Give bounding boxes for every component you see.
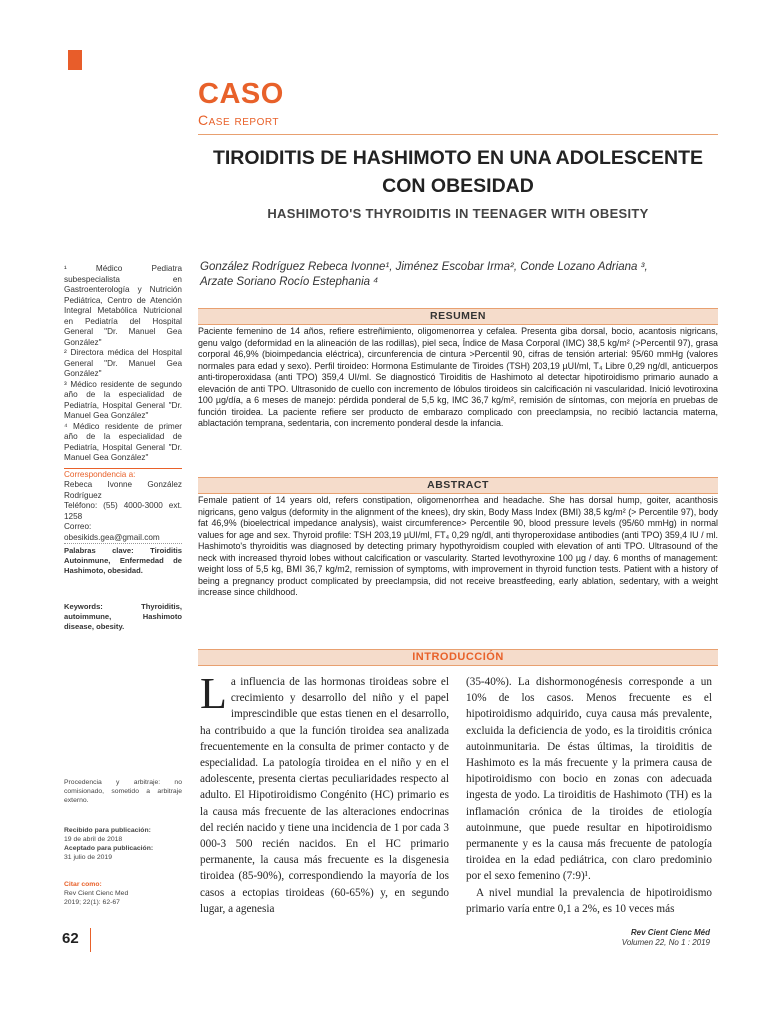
abstract-heading: ABSTRACT [198,477,718,494]
correspondence-name: Rebeca Ivonne González Rodríguez [64,480,182,500]
body-column-1 [200,669,449,917]
article-subtitle: HASHIMOTO'S THYROIDITIS IN TEENAGER WITH OBESITY [267,206,649,221]
intro-paragraph-1-text: a influencia de las hormonas tiroideas sobre el crecimiento y desarrollo del niño y el papel imprescindible que estas tienen en el desarrollo, ha contribuido a que la función tiroidea sea analizada frecuentemente en la consulta de primer contacto y de especialidad. La patología tiroidea en el niño y en el adolescente, presenta ciertas peculiaridades respecto al adulto. El Hipotiroidismo Congénito (HC) primario es la causa más frecuente de las alteraciones endocrinas del recién nacido y tiene una incidencia de 1 por cada 3 000-3 500 recién nacidos. En el HC primario permanente, la causa más frecuente es la disgenesia tiroidea (85-90%), correspondiendo la mayoría de los casos a ectopias tiroideas (60-65%) y, en segundo lugar, a agenesia [200,676,449,915]
intro-paragraph-1 [200,669,449,917]
received-date: 19 de abril de 2018 [64,836,123,843]
affiliation-4: ⁴ Médico residente de primer año de la especialidad de Pediatría, Hospital General "Dr. Manuel Gea González" [64,421,182,462]
resumen-heading: RESUMEN [198,308,718,325]
journal-volume: Volumen 22, No 1 : 2019 [621,938,710,947]
accepted-label: Aceptado para publicación: [64,845,154,852]
intro-paragraph-2: A nivel mundial la prevalencia de hipotiroidismo primario varía entre 0,1 a 2%, es 10 veces más [466,886,712,915]
keywords-en-text: Thyroiditis, autoimmune, Hashimoto disease, obesity. [64,602,182,631]
page-number: 62 [62,930,79,947]
affiliation-1: ¹ Médico Pediatra subespecialista en Gastroenterología y Nutrición Pediátrica, Centro de Atención Integral Metabólica Nutricional en Pediatría del Hospital General "Dr. Manuel Gea González" [64,264,182,347]
corner-accent-square [68,50,82,70]
title-divider [198,134,718,135]
drop-cap: L [200,669,227,718]
cite-as [64,880,182,907]
procedencia-note: Procedencia y arbitraje: no comisionado, sometido a arbitraje externo. [64,779,182,804]
correspondence-phone: Teléfono: (55) 4000-3000 ext. 1258 [64,501,182,521]
article-title: TIROIDITIS DE HASHIMOTO EN UNA ADOLESCENTE CON OBESIDAD [212,147,704,197]
keywords-es-label: Palabras clave: [64,546,134,555]
keywords-en [64,602,182,632]
resumen-text: Paciente femenino de 14 años, refiere estreñimiento, oligomenorrea y cefalea. Presenta giba dorsal, bocio, acantosis nigricans, genu valgo (deformidad en la alineación de las rodillas), piel seca, Índice de Masa Corporal (IMC) 38,5 kg/m² (>Percentil 97), grasa corporal 46,9% (bioimpedancia eléctrica), circunferencia de cintura >Percentil 90, cifras de tensión arterial: 95/60 mmHg (valores normales para edad y sexo). Perfil tiroideo: Hormona Estimulante de Tiroides (TSH) 203,19 µUI/ml, T₄ Libre 0,29 ng/dl, anticuerpos anti-tiroperoxidasa (anti TPO) 359,4 UI/ml. Se diagnosticó Tiroiditis de Hashimoto al detectar hipotiroidismo primario aunado a elevación de anti TPO. Ultrasonido de cuello con incremento de lóbulos tiroideos sin calcificación ni vascularidad. Inició levotiroxina 100 µg/día, a 6 meses de manejo: pérdida ponderal de 5,5 kg, IMC 36,7 kg/m², remisión de síntomas, con mejoría en pruebas de función tiroidea. La paciente refiere ser producto de embarazo complicado con preeclampsia, no recibió lactancia materna, ablactación temprana, sedentaria, con incremento ponderal desde la infancia. [198,326,718,428]
cite-line-2: 2019; 22(1): 62-67 [64,899,120,906]
authors-line-2: Arzate Soriano Rocío Estephania ⁴ [200,276,379,288]
keywords-es-text: Tiroiditis Autoinmune, Enfermedad de Hashimoto, obesidad. [64,546,182,575]
section-label: CASO [198,78,284,110]
keywords-es [64,546,182,576]
journal-footer [622,928,710,948]
keywords-en-label: Keywords: [64,602,103,611]
body-column-2 [466,674,712,917]
affiliation-3: ³ Médico residente de segundo año de la especialidad de Pediatría, Hospital General "Dr. Manuel Gea González" [64,379,182,420]
affiliation-2: ² Directora médica del Hospital General "Dr. Manuel Gea González" [64,348,182,378]
accepted-date: 31 julio de 2019 [64,854,112,861]
received-label: Recibido para publicación: [64,827,151,834]
cite-line-1: Rev Cient Cienc Med [64,890,129,897]
intro-paragraph-1-cont: (35-40%). La dishormonogénesis corresponde a un 10% de los casos. Menos frecuente es el hipotiroidismo adquirido, cuya causa más prevalente, excluida la deficiencia de yodo, es la tiroiditis crónica autoinmunitaria. De éstas últimas, la tiroiditis de Hashimoto es la más frecuente y la primera causa de hipotiroidismo con bocio en zonas con adecuada ingesta de yodo. La tiroiditis de Hashimoto (TH) es la inflamación crónica de la tiroides de etiología autoinmune, que puede resultar en hipotiroidismo permanente y es la causa más frecuente de patología tiroidea en la edad pediátrica, con claro predominio por el sexo femenino (7:9)¹. [466,676,712,883]
correspondence-email[interactable]: Correo: obesikids.gea@gmail.com [64,522,182,544]
correspondence-heading: Correspondencia a: [64,468,182,481]
cite-label: Citar como: [64,881,102,888]
section-sublabel: Case report [198,112,279,128]
sidebar-affiliations [64,264,182,544]
intro-heading: INTRODUCCIÓN [198,649,718,666]
footer-divider [90,928,91,952]
journal-name: Rev Cient Cienc Méd [630,928,710,937]
author-list [200,260,718,290]
authors-line-1: González Rodríguez Rebeca Ivonne¹, Jiménez Escobar Irma², Conde Lozano Adriana ³, [200,261,648,273]
abstract-text: Female patient of 14 years old, refers constipation, oligomenorrhea and headache. She has dorsal hump, goiter, acanthosis nigricans, geno valgus (deformity in the alignment of the knees), dry skin, Body Mass Index (BMI) 38,5 kg/m² (> Percentile 97), body fat 46,9% (bioelectrical impedance analysis), waist circumference> Percentile 90, blood pressure levels (95/60 mmHg) in normal values for age and sex. Thyroid profile: TSH 203,19 µUI/ml, FT₄ 0,29 ng/dl, anti thyroperoxidase antibodies (anti TPO) 359,4 IU / ml. Hashimoto's thyroiditis was diagnosed by detecting primary hypothyroidism coupled with elevation of anti TPO. Ultrasound of the neck with increased thyroid lobes without calcification or vascularity. Started levothyroxine 100 µg / day. 6 months of management: weight loss of 5,5 kg, BMI 36,7 kg/m2, remission of symptoms, with improvement in thyroid function tests. Patient with a history of being a pregnancy product complicated by preeclampsia, did not receive breastfeeding, early ablation, sedentary, with a weight increase since childhood. [198,495,718,597]
publication-dates [64,826,182,862]
